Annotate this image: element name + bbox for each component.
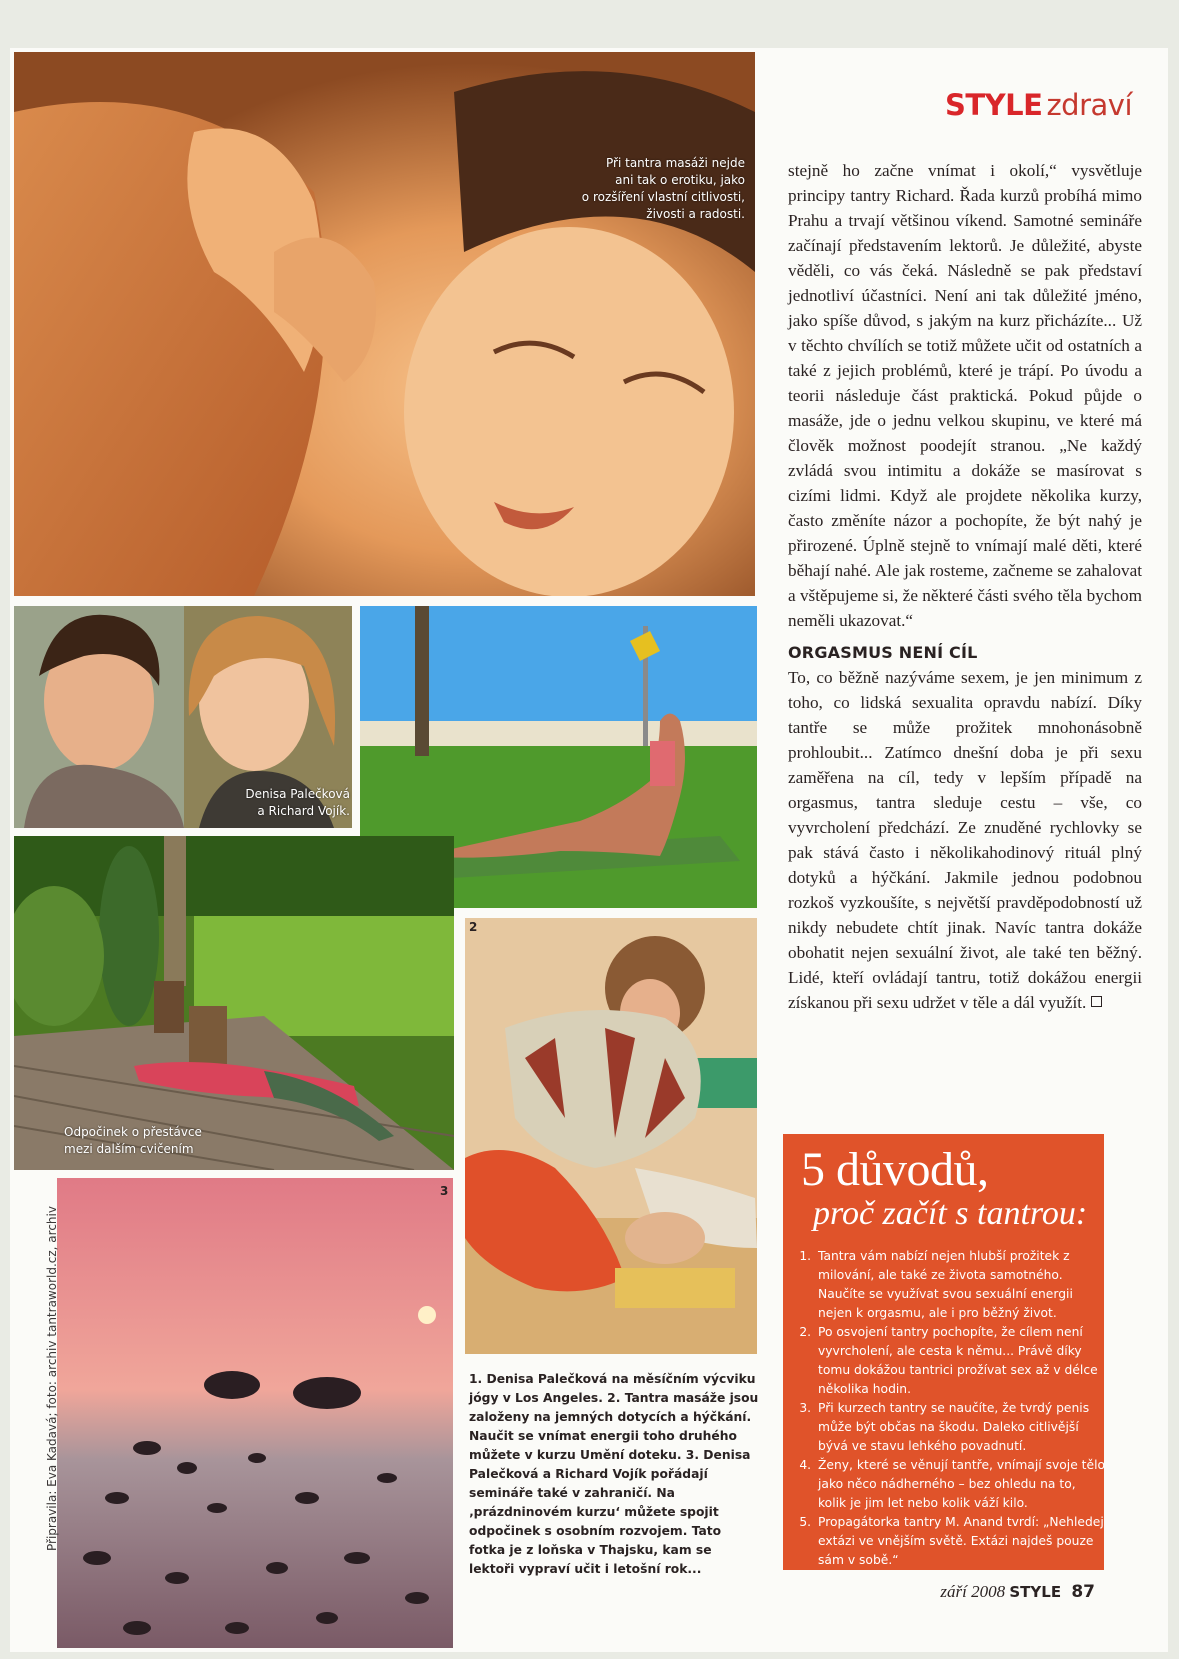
article-subheading: ORGASMUS NENÍ CÍL (788, 643, 978, 662)
list-item: 4. Ženy, které se věnují tantře, vnímají svoje tělo jako něco nádherného – bez ohledu na to, kolik je jim let nebo kolik váží kilo. (815, 1456, 1105, 1513)
reasons-box (783, 1134, 1104, 1570)
caption-line: Při tantra masáži nejde (606, 156, 745, 170)
photo-captions: 1. Denisa Palečková na měsíčním výcviku jógy v Los Angeles. 2. Tantra masáže jsou založeny na jemných dotycích a hýčkání. Naučit se vnímat energii toho druhého můžete v kurzu Umění doteku. 3. Denisa Palečková a Richard Vojík pořádají semináře také v zahraničí. Na ‚prázdninovém kurzu‘ můžete spojit odpočinek s osobním rozvojem. Tato fotka je z loňska v Thajsku, kam se lektoři vypraví učit i letošní rok... (469, 1372, 759, 1576)
page-number: 87 (1071, 1582, 1095, 1602)
list-item: 3. Při kurzech tantry se naučíte, že tvrdý penis může být občas na škodu. Daleko citlivější bývá ve stavu lehkého povadnutí. (815, 1399, 1105, 1456)
photo-number-2: 2 (469, 920, 478, 934)
issue-date: září 2008 (940, 1582, 1006, 1601)
box-title: 5 důvodů, (801, 1143, 989, 1196)
photo-number-3: 3 (440, 1184, 449, 1198)
caption-line: živosti a radosti. (646, 207, 745, 221)
caption-line: ani tak o erotiku, jako (615, 173, 745, 187)
photo-credit: Připravila: Eva Kadavá; foto: archiv tantraworld.cz, archiv (45, 1206, 59, 1551)
photo-massage-indoor (465, 918, 757, 1354)
section-label: zdraví (1046, 88, 1132, 122)
article-paragraph-2-text: To, co běžně nazýváme sexem, je jen minimum z toho, co lidská sexualita opravdu nabízí. Díky tantře se může prožitek mnohonásobně prohloubit... Zatímco dnešní doba je při sexu zaměřena na cíl, tedy v lepším případě na orgasmus, tantra sleduje cestu – vše, co vyvrcholení předchází. Ze znuděné rychlovky se pak stává často i několikahodinový rituál plný dotyků a hýčkání. Jakmile jednou podobnou rozkoš vyzkoušíte, s největší pravděpodobností už nikdy nebudete chtít jinak. Navíc tantra dokáže obohatit nejen sexuální život, ale také ten běžný. Lidé, kteří ovládají tantru, totiž dokážou energii získanou při sexu udržet v těle a dál využít. (788, 668, 1142, 1012)
garden-caption (64, 1124, 264, 1158)
box-subtitle: proč začít s tantrou: (813, 1195, 1088, 1232)
photo-sunset-mangroves (57, 1178, 453, 1648)
portrait-caption (212, 786, 350, 820)
caption-line: Denisa Palečková (245, 787, 350, 801)
photo-massage-face (14, 52, 755, 596)
article-paragraph-2 (788, 665, 1142, 1015)
caption-line: Odpočinek o přestávce (64, 1125, 202, 1139)
photo-garden-rest (14, 836, 454, 1170)
footer-brand: STYLE (1009, 1583, 1062, 1601)
list-item: 2. Po osvojení tantry pochopíte, že cílem není vyvrcholení, ale cesta k němu... Právě díky tomu dokážou tantrici prožívat sex až v délce několika hodin. (815, 1323, 1105, 1399)
caption-line: a Richard Vojík. (257, 804, 350, 818)
article-body (788, 158, 1142, 1015)
list-item: 5. Propagátorka tantry M. Anand tvrdí: „Nehledej extázi ve vnějším světě. Extázi najdeš pouze sám v sobě.“ (815, 1513, 1105, 1570)
reasons-list (797, 1247, 1105, 1570)
list-item: 1. Tantra vám nabízí nejen hlubší prožitek z milování, ale také ze života samotného. Naučíte se využívat svou sexuální energii nejen k orgasmu, ale i pro běžný život. (815, 1247, 1105, 1323)
page-footer (940, 1582, 1095, 1602)
end-mark-icon (1091, 996, 1102, 1007)
caption-line: mezi dalším cvičením (64, 1142, 194, 1156)
caption-line: o rozšíření vlastní citlivosti, (581, 190, 745, 204)
brand-label: STYLE (944, 88, 1043, 122)
section-header (945, 88, 1132, 122)
massage-photo-caption (560, 155, 745, 223)
article-paragraph-1: stejně ho začne vnímat i okolí,“ vysvětluje principy tantry Richard. Řada kurzů probíhá mimo Prahu a trvají většinou víkend. Samotné semináře začínají představením lektorů. Je důležité, abyste věděli, co vás čeká. Následně se pak představí jednotliví účastníci. Není ani tak důležité jméno, jako spíše důvod, s jakým na kurz přicházíte... Už v těchto chvílích se totiž můžete učit od ostatních a také z jejich problémů, které je trápí. Po úvodu a teorii následuje část praktická. Pokud půjde o masáže, jde o jednu velkou skupinu, ve které má člověk možnost poodejít stranou. „Ne každý zvládá svou intimitu a dokáže se masírovat s cizími lidmi. Když ale projdete několika kurzy, často změníte názor a pochopíte, že být nahý je přirozené. Úplně stejně to vnímají malé děti, které běhají nahé. Ale jak rosteme, začneme se zahalovat a vštěpujeme si, že některé části svého těla bychom neměli ukazovat.“ (788, 161, 1142, 630)
